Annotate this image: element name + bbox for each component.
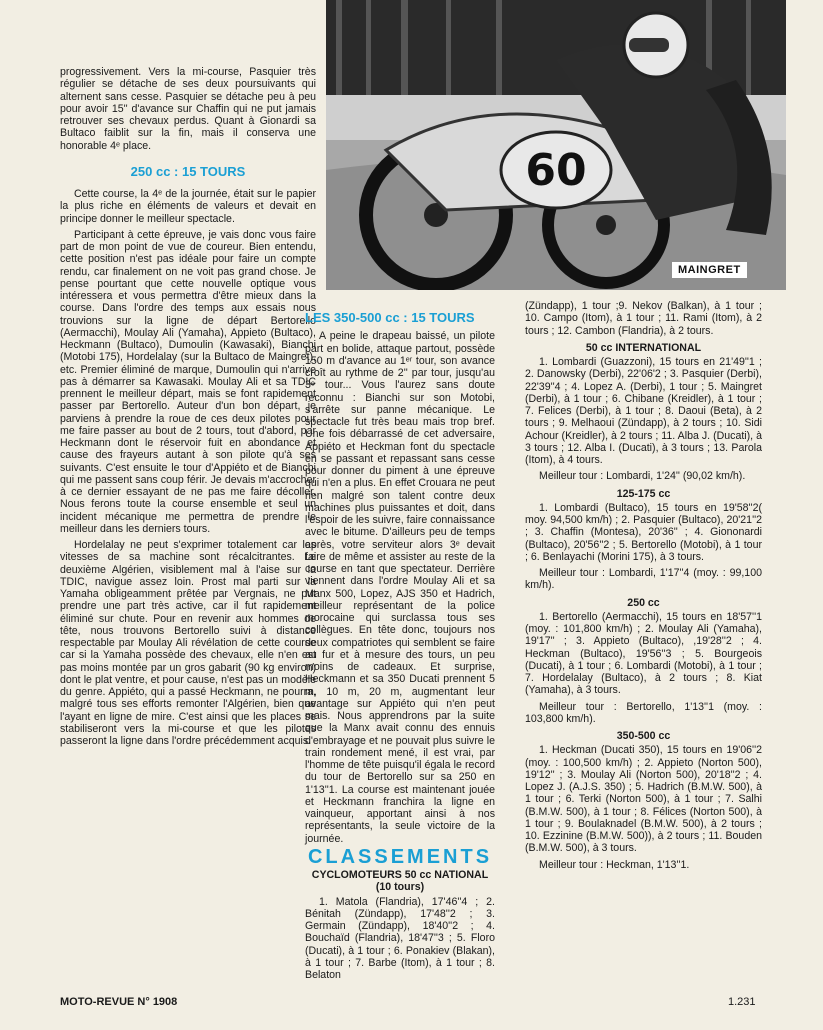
column-1	[60, 66, 316, 751]
column-3	[525, 300, 762, 875]
paragraph-intro: progressivement. Vers la mi-course, Pasquier très régulier se détache de ses deux poursuivants qui alternent sans cesse. Pasquier se détache peu à peu pour avoir 15'' d'avance sur Chaffin qui ne put jamais retrouver ses chevaux perdus. Quant à Gionardi sa Bultaco faiblit sur la fin, mais il conserva une honorable 4ᵉ place.	[60, 66, 316, 152]
heading-50cc-international: 50 cc INTERNATIONAL	[585, 341, 702, 354]
best-lap-125-175cc: Meilleur tour : Lombardi, 1'17''4 (moy. : 99,100 km/h).	[525, 567, 762, 592]
cyclomoteurs-laps: (10 tours)	[375, 881, 425, 894]
cyclomoteurs-heading: CYCLOMOTEURS 50 cc NATIONAL	[311, 869, 489, 881]
paragraph-250-1: Cette course, la 4ᵉ de la journée, était sur le papier la plus riche en éléments de valeurs et devait en principe donner le meilleur spectacle.	[60, 188, 316, 225]
best-lap-350-500cc: Meilleur tour : Heckman, 1'13''1.	[539, 858, 690, 871]
paragraph-250-3: Hordelalay ne peut s'exprimer totalement car les vitesses de sa machine sont récalcitrantes. Le deuxième Algérien, visiblement mal à l'aise sur la TDIC, navigue assez loin. Prost mal parti sur la Yamaha obligeamment prêtée par Vergnais, ne put prendre une part très active, car il fut rapidement éliminé sur chute. Pour en revenir aux hommes de tête, nous trouvons Bertorello suivi à distance respectable par Moulay Ali révélation de cette course car si la Yamaha possède des chevaux, elle n'en est pas moins montée par un gros gabarit (90 kg environ) dont le plat ventre, et pour cause, n'est pas un modèle du genre. Appiéto, qui a passé Heckmann, ne pourra, malgré tous ses efforts remonter l'Algérien, bien que l'ayant en ligne de mire. C'est ainsi que les places se stabiliseront vers la mi-course et que les pilotes passeront la ligne dans l'ordre précédemment acquis.	[60, 539, 316, 747]
results-50cc: 1. Lombardi (Guazzoni), 15 tours en 21'49''1 ; 2. Danowsky (Derbi), 22'06'2 ; 3. Pasquier (Derbi), 22'39''4 ; 4. Lopez A. (Derbi), 1 tour ; 5. Maingret (Derbi), à 1 tour ; 6. Chibane (Kreidler), à 1 tour ; 7. Felices (Derbi), à 1 tour ; 8. Daoui (Beta), à 2 tours ; 9. Melhaoui (Zündapp), à 2 tours ; 10. Sidi Achour (Kreidler), à 2 tours ; 11. Alba J. (Ducati), à 3 tours ; 12. Alba I. (Ducati), à 3 tours ; 13. Parola (Itom), à 4 tours.	[525, 356, 762, 466]
column-2	[305, 312, 495, 985]
footer-magazine-issue: MOTO-REVUE N° 1908	[60, 996, 178, 1008]
heading-350-500cc: LES 350-500 cc : 15 TOURS	[305, 310, 475, 325]
footer-page-number: 1.231	[728, 996, 756, 1008]
heading-125-175cc: 125-175 cc	[616, 487, 671, 500]
heading-350-500cc-results: 350-500 cc	[616, 730, 671, 742]
cyclomoteurs-results: 1. Matola (Flandria), 17'46''4 ; 2. Bénitah (Zündapp), 17'48''2 ; 3. Germain (Zündapp), 18'40''2 ; 4. Bouchaïd (Flandria), 18'47''3 ; 5. Floro (Ducati), à 1 tour ; 6. Ponakiev (Blakan), à 1 tour ; 7. Barbe (Itom), à 1 tour ; 8. Belaton	[305, 895, 495, 981]
results-125-175cc: 1. Lombardi (Bultaco), 15 tours en 19'58''2( moy. 94,500 km/h) ; 2. Pasquier (Bultaco), 20'21''2 ; 3. Chaffin (Montesa), 20'36'' ; 4. Giononardi (Bultaco), 20'56''2 ; 5. Bertorello (Motobi), à 1 tour ; 6. Benlayachi (Morini 175), à 3 tours.	[525, 501, 762, 563]
best-lap-50cc: Meilleur tour : Lombardi, 1'24'' (90,02 km/h).	[539, 470, 746, 483]
heading-250cc: 250 cc : 15 TOURS	[130, 163, 246, 179]
number-plate-text: 60	[525, 145, 587, 196]
best-lap-250cc: Meilleur tour : Bertorello, 1'13''1 (moy. : 103,800 km/h).	[525, 700, 762, 725]
results-350-500cc: 1. Heckman (Ducati 350), 15 tours en 19'06''2 (moy. : 100,500 km/h) ; 2. Appieto (Norton 500), 19'12'' ; 3. Moulay Ali (Norton 500), 20'18''2 ; 4. Lopez J. (A.J.S. 350) ; 5. Hadrich (B.M.W. 500), à 1 tour ; 6. Terki (Norton 500), à 1 tour ; 7. Salhi (B.M.W. 500), à 1 tour ; 8. Félices (Norton 500), à 1 tour ; 9. Boulaknadel (B.M.W. 500), à 2 tours ; 10. Ezzinine (B.M.W. 500)), à 2 tours ; 11. Bouden (B.M.W. 500), à 3 tours.	[525, 744, 762, 855]
motorcycle-rider-illustration	[326, 0, 786, 290]
classements-heading: CLASSEMENTS	[307, 845, 493, 868]
cyclomoteurs-results-continued: (Zündapp), 1 tour ;9. Nekov (Balkan), à 1 tour ; 10. Campo (Itom), à 1 tour ; 11. Rami (Itom), à 2 tours ; 12. Cambon (Flandria), à 2 tours.	[525, 300, 762, 337]
paragraph-250-2: Participant à cette épreuve, je vais donc vous faire part de mon point de vue de coureur. Bien entendu, cette position n'est pas idéale pour faire un compte rendu, car finalement on ne voit pas grand chose. Je pense pourtant que cette nouvelle optique vous intéressera et vous permettra d'être mieux dans la course. Dans l'ordre des temps aux essais nous trouvions sur la ligne de départ Bertorello (Aermacchi), Moulay Ali (Yamaha), Appieto (Bultaco), Heckmann (Bultaco), Dumoulin (Kawasaki), Bianchi (Motobi 175), Hordelalay (sur la Bultaco de Maingret), etc. Premier éliminé de marque, Dumoulin qui n'arrive pas à démarrer sa Kawasaki. Moulay Ali et sa TDIC prennent le meilleur départ, mais se font rapidement passer par Bertorello. Auteur d'un bon départ, je parviens à prendre la roue de ces deux pilotes pour me faire passer au bout de 2 tours, tout d'abord, par Heckmann dont le réservoir fuit en abondance et cause des frayeurs autant à son pilote qu'à ses suivants. C'est ensuite le tour d'Appiéto et de Bianchi qui me passent sans coup férir. Je devais m'accrocher à ce dernier essayant de ne pas me faire décoller. Nous ferons toute la course ensemble et seul un incident mécanique me permettra de prendre le meilleur dans les derniers tours.	[60, 228, 316, 535]
race-photo	[326, 0, 786, 290]
photo-caption: MAINGRET	[672, 262, 747, 278]
paragraph-350-500: A peine le drapeau baissé, un pilote part en bolide, attaque partout, possède 150 m d'avance au 1ᵉʳ tour, son avance croît au rythme de 2'' par tour, jusqu'au 3ᵉ tour... Vous l'aurez sans doute reconnu : Bianchi sur son Motobi, s'arrête sur panne mécanique. Le spectacle fut très beau mais trop bref. Une fois débarrassé de cet adversaire, Appiéto et Heckman font du spectacle en se passant et repassant sans cesse pour donner du piment à une épreuve qui n'en a plus. En effet Crouara ne peut rien malgré son talent contre deux machines plus puissantes et doit, dans l'espoir de les suivre, faire connaissance avec le bitume. D'ailleurs peu de temps après, votre serviteur alors 3ᵉ devait faire de même et assister au reste de la course en tant que spectateur. Derrière viennent dans l'ordre Moulay Ali et sa Manx 500, Lopez, AJS 350 et Hadrich, meilleur représentant de la police morocaine qui surclassa tous ses collègues. En tête donc, toujours nos deux compatriotes qui semblent se faire au fur et à mesure des tours, un peu moins de cadeaux. Et surprise, Heckmann et sa 350 Ducati prennent 5 m, 10 m, 20 m, augmentant leur avantage sur Appiéto qui n'en peut mais. Nous apprendrons par la suite que la Manx avait connu des ennuis d'embrayage et ne pouvait plus suivre le train rondement mené, il est vrai, par l'homme de tête puisqu'il égala le record du tour de Bertorello sur sa 250 en 1'13''1. La course est maintenant jouée et Heckmann franchira la ligne en vainqueur, apportant ainsi à nos représentants, la seule victoire de la journée.	[305, 330, 495, 845]
heading-250cc-results: 250 cc	[627, 596, 660, 609]
results-250cc: 1. Bertorello (Aermacchi), 15 tours en 18'57''1 (moy. : 101,800 km/h) ; 2. Moulay Ali (Yamaha), 19'17'' ; 3. Appieto (Bultaco), ,19'28''2 ; 4. Heckman (Bultaco), 19'56''3 ; 5. Bourgeois (Ducati), à 1 tour ; 6. Lombardi (Motobi), à 1 tour ; 7. Hordelalay (Bultaco), à 2 tours ; 8. Kiat (Yamaha), à 3 tours.	[525, 610, 762, 697]
